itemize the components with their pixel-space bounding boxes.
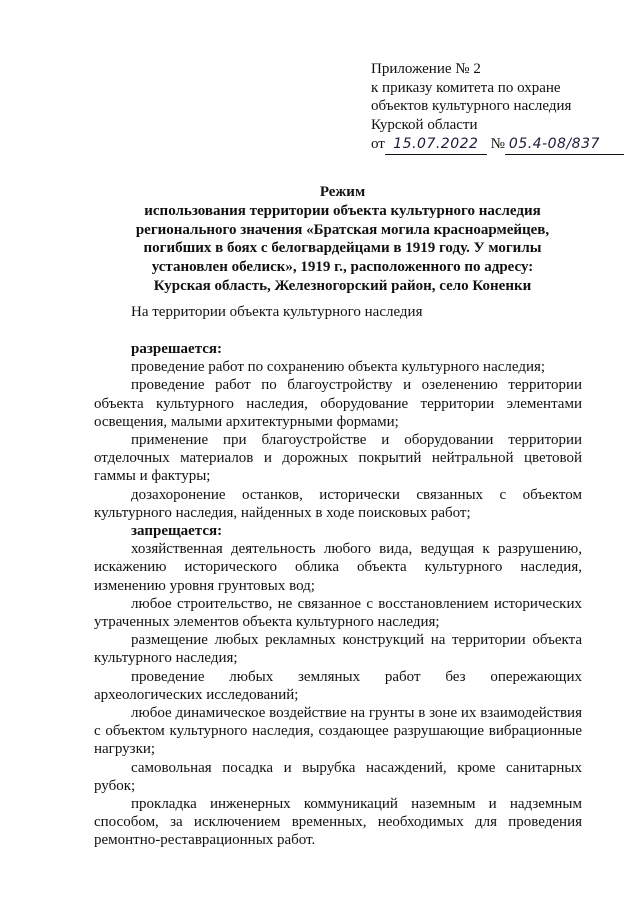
order-reference: к приказу комитета по охране bbox=[371, 79, 561, 96]
forbidden-item: любое строительство, не связанное с восстановлением исторических утраченных элементов объекта культурного наследия; bbox=[94, 595, 582, 631]
handwritten-number: 05.4-08/837 bbox=[508, 136, 600, 152]
handwritten-date: 15.07.2022 bbox=[393, 136, 479, 152]
allowed-item: применение при благоустройстве и оборудовании территории отделочных материалов и дорожных покрытий нейтральной цветовой гаммы и фактуры; bbox=[94, 432, 582, 485]
order-date-number bbox=[371, 135, 621, 155]
title-line-4: установлен обелиск», 1919 г., расположенного по адресу: bbox=[151, 259, 534, 276]
appendix-label: Приложение № 2 bbox=[371, 61, 481, 77]
region-name: Курской области bbox=[371, 116, 478, 133]
allowed-item: проведение работ по сохранению объекта культурного наследия; bbox=[131, 359, 546, 376]
order-date bbox=[385, 135, 487, 155]
forbidden-item: прокладка инженерных коммуникаций наземным и надземным способом, за исключением временных, необходимых для проведения ремонтно-реставрационных работ. bbox=[94, 796, 582, 849]
appendix-header bbox=[371, 60, 621, 155]
title-line-5: Курская область, Железногорский район, село Коненки bbox=[153, 277, 532, 294]
forbidden-item: размещение любых рекламных конструкций на территории объекта культурного наследия; bbox=[94, 632, 582, 667]
title-line-3: погибших в боях с белогвардейцами в 1919 году. У могилы bbox=[143, 240, 542, 257]
intro-text: На территории объекта культурного наследия bbox=[131, 304, 423, 320]
document-title bbox=[100, 183, 585, 296]
number-label: № bbox=[490, 136, 505, 152]
committee-name: объектов культурного наследия bbox=[371, 98, 572, 114]
regime-body bbox=[94, 340, 582, 850]
allowed-item: проведение работ по благоустройству и озеленению территории объекта культурного наследия, оборудование территории элементами освещения, малыми архитектурными формами; bbox=[94, 377, 582, 430]
from-label: от bbox=[371, 136, 385, 152]
title-line-1: использования территории объекта культурного наследия bbox=[144, 202, 541, 219]
forbidden-item: самовольная посадка и вырубка насаждений, кроме санитарных рубок; bbox=[94, 759, 582, 794]
title-heading: Режим bbox=[319, 184, 366, 200]
allowed-item: дозахоронение останков, исторически связанных с объектом культурного наследия, найденных в ходе поисковых работ; bbox=[94, 486, 582, 521]
forbidden-item: проведение любых земляных работ без опережающих археологических исследований; bbox=[94, 668, 582, 703]
title-line-2: регионального значения «Братская могила красноармейцев, bbox=[135, 221, 550, 238]
allowed-heading: разрешается: bbox=[131, 341, 223, 357]
forbidden-heading: запрещается: bbox=[131, 523, 223, 540]
order-number bbox=[505, 135, 624, 155]
forbidden-item: хозяйственная деятельность любого вида, ведущая к разрушению, искажению исторического облика объекта культурного наследия, изменению уровня грунтовых вод; bbox=[94, 541, 582, 594]
forbidden-item: любое динамическое воздействие на грунты в зоне их взаимодействия с объектом культурного наследия, создающее разрушающие вибрационные нагрузки; bbox=[94, 705, 582, 758]
